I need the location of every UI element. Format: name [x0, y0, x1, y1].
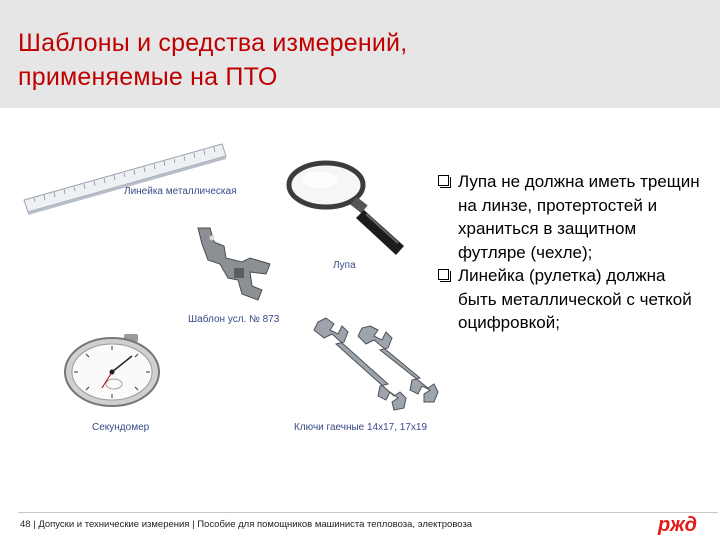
- ruler-caption: Линейка металлическая: [124, 186, 237, 197]
- bullet-text: Линейка (рулетка) должна быть металлической с четкой оцифровкой;: [458, 266, 692, 332]
- rzd-logo-text: ржд: [658, 514, 698, 536]
- wrenches-caption: Ключи гаечные 14х17, 17х19: [294, 422, 428, 433]
- title-line-2: применяемые на ПТО: [18, 63, 278, 91]
- footer-divider: [18, 512, 718, 513]
- title-line-1: Шаблоны и средства измерений,: [18, 29, 408, 57]
- bullet-item: [438, 264, 708, 335]
- rzd-logo: [656, 512, 706, 536]
- magnifier-caption: Лупа: [333, 260, 356, 271]
- footer-text: 48 | Допуски и технические измерения | Пособие для помощников машиниста тепловоза, электровоза: [20, 519, 473, 530]
- stopwatch-image: [62, 332, 167, 410]
- bullet-item: [438, 170, 708, 264]
- gauge-template-image: [190, 224, 285, 304]
- checkbox-bullet-icon: [438, 269, 449, 280]
- page-title: [18, 26, 407, 94]
- header-bar: [0, 0, 720, 108]
- bullet-text: Лупа не должна иметь трещин на линзе, протертостей и храниться в защитном футляре (чехле);: [458, 172, 700, 262]
- checkbox-bullet-icon: [438, 175, 449, 186]
- wrenches-image: [308, 316, 440, 412]
- magnifier-image: [286, 160, 416, 260]
- stopwatch-caption: Секундомер: [92, 422, 150, 433]
- ruler-image: [22, 138, 227, 218]
- bullet-list: [438, 170, 708, 335]
- gauge-template-caption: Шаблон усл. № 873: [188, 314, 280, 325]
